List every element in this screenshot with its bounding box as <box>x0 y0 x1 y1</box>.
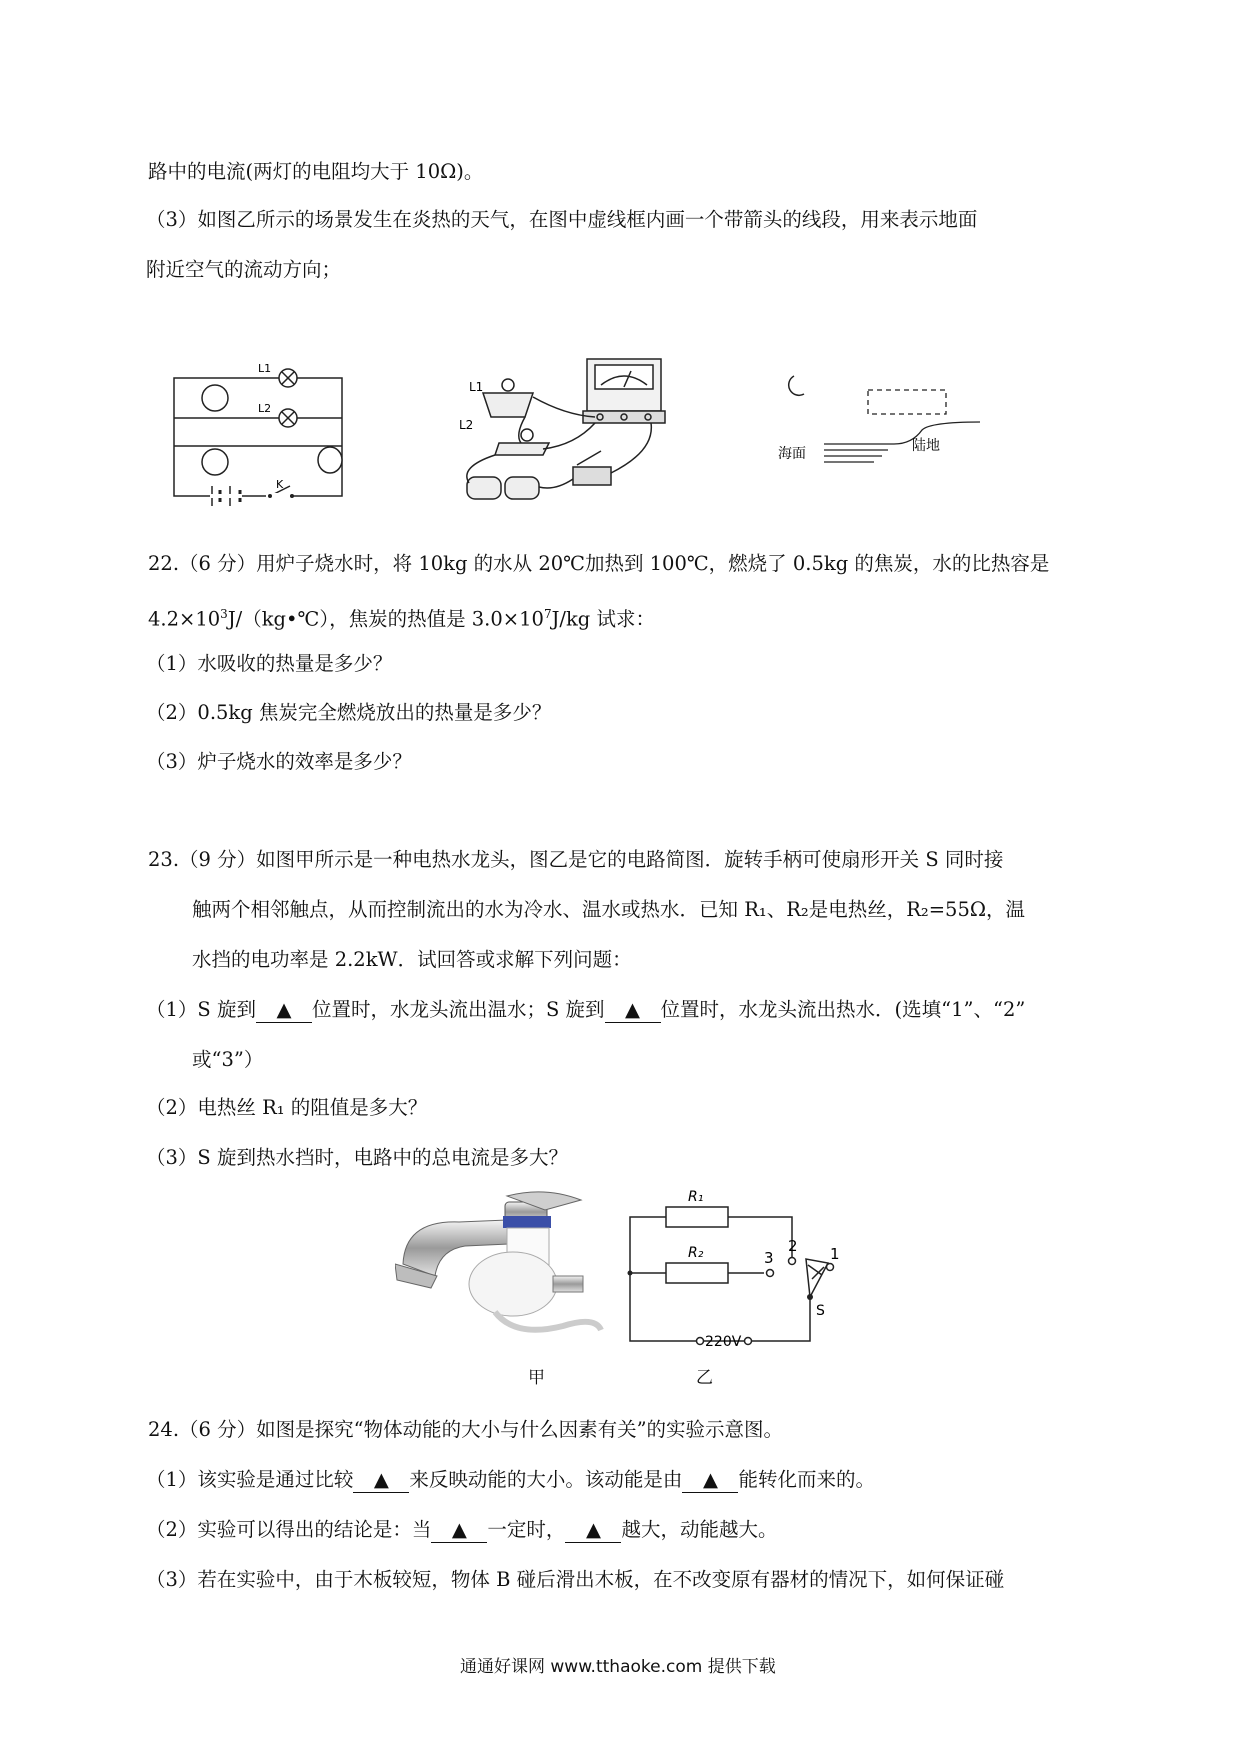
question-23-1-cont: 或“3”） <box>192 1048 264 1071</box>
answer-blank[interactable]: ▲ <box>353 1468 409 1493</box>
question-22-2: （2）0.5kg 焦炭完全燃烧放出的热量是多少？ <box>146 701 552 724</box>
sea-land-diagram <box>770 372 990 492</box>
superscript: 7 <box>543 607 552 621</box>
contact-1-label: 1 <box>830 1245 840 1263</box>
question-24-1 <box>146 1468 875 1493</box>
faucet-photo <box>395 1180 605 1348</box>
dashed-answer-box <box>868 390 946 414</box>
moon-icon <box>789 376 804 395</box>
text: 位置时，水龙头流出热水．(选填“1”、“2” <box>660 998 1026 1021</box>
contact-2-label: 2 <box>788 1237 798 1255</box>
question-24-2 <box>146 1518 777 1543</box>
text: J/kg 试求： <box>551 607 655 631</box>
voltage-label: 220V <box>705 1334 742 1350</box>
text: 能转化而来的。 <box>738 1468 875 1491</box>
text: （1）该实验是通过比较 <box>146 1468 354 1491</box>
text-line: 路中的电流(两灯的电阻均大于 10Ω)。 <box>148 160 484 183</box>
question-24-3: （3）若在实验中，由于木板较短，物体 B 碰后滑出木板，在不改变原有器材的情况下，如何保证碰 <box>146 1568 1005 1591</box>
question-21-3-line2: 附近空气的流动方向； <box>146 258 342 281</box>
question-23-2: （2）电热丝 R₁ 的阻值是多大？ <box>146 1096 428 1119</box>
sea-label: 海面 <box>778 446 806 462</box>
question-23-stem-2: 触两个相邻触点，从而控制流出的水为冷水、温水或热水．已知 R₁、R₂是电热丝，R₂=55Ω，温 <box>192 898 1026 921</box>
lamp-l1-label: L1 <box>258 362 272 375</box>
answer-blank[interactable]: ▲ <box>431 1518 487 1543</box>
circuit-diagram-21 <box>170 360 350 510</box>
figure-caption-yi: 乙 <box>696 1368 713 1388</box>
question-23-3: （3）S 旋到热水挡时，电路中的总电流是多大？ <box>146 1146 568 1169</box>
question-23-stem-1: 23.（9 分）如图甲所示是一种电热水龙头，图乙是它的电路简图．旋转手柄可使扇形开关 S 同时接 <box>148 848 1004 871</box>
text: 越大，动能越大。 <box>621 1518 778 1541</box>
question-24-stem: 24.（6 分）如图是探究“物体动能的大小与什么因素有关”的实验示意图。 <box>148 1418 784 1441</box>
text: 来反映动能的大小。该动能是由 <box>409 1468 683 1491</box>
superscript: 3 <box>220 607 228 621</box>
answer-blank[interactable]: ▲ <box>682 1468 738 1493</box>
photo-lamp-l1-label: L1 <box>469 380 484 394</box>
question-23-1 <box>146 998 1025 1023</box>
text: 4.2×10 <box>148 607 221 631</box>
question-21-3-line1: （3）如图乙所示的场景发生在炎热的天气，在图中虚线框内画一个带箭头的线段，用来表示地面 <box>146 208 978 231</box>
text: （1）S 旋到 <box>146 998 256 1021</box>
text: 位置时，水龙头流出温水；S 旋到 <box>311 998 605 1021</box>
question-22-3: （3）炉子烧水的效率是多少？ <box>146 750 412 773</box>
answer-blank[interactable]: ▲ <box>605 998 661 1023</box>
text: J/（kg•℃），焦炭的热值是 3.0×10 <box>227 607 544 631</box>
r1-label: R₁ <box>688 1189 704 1205</box>
text: 一定时， <box>487 1518 566 1541</box>
figure-caption-jia: 甲 <box>528 1368 545 1388</box>
circuit-photo-21 <box>455 355 685 505</box>
heater-circuit <box>620 1185 852 1355</box>
photo-lamp-l2-label: L2 <box>459 418 474 432</box>
question-22-stem: 22.（6 分）用炉子烧水时，将 10kg 的水从 20℃加热到 100℃，燃烧了 0.5kg 的焦炭，水的比热容是 <box>148 552 1050 575</box>
answer-blank[interactable]: ▲ <box>565 1518 621 1543</box>
text: （2）实验可以得出的结论是：当 <box>146 1518 432 1541</box>
switch-k-label: K <box>276 478 284 491</box>
question-22-1: （1）水吸收的热量是多少？ <box>146 652 393 675</box>
contact-3-label: 3 <box>764 1249 774 1267</box>
question-22-stem-2 <box>148 602 655 632</box>
lamp-l2-label: L2 <box>258 402 272 415</box>
switch-s-label: S <box>816 1303 825 1319</box>
page-footer: 通通好课网 www.tthaoke.com 提供下载 <box>460 1657 776 1677</box>
answer-blank[interactable]: ▲ <box>256 998 312 1023</box>
r2-label: R₂ <box>688 1245 704 1261</box>
land-label: 陆地 <box>912 438 940 454</box>
question-23-stem-3: 水挡的电功率是 2.2kW．试回答或求解下列问题： <box>192 948 632 971</box>
